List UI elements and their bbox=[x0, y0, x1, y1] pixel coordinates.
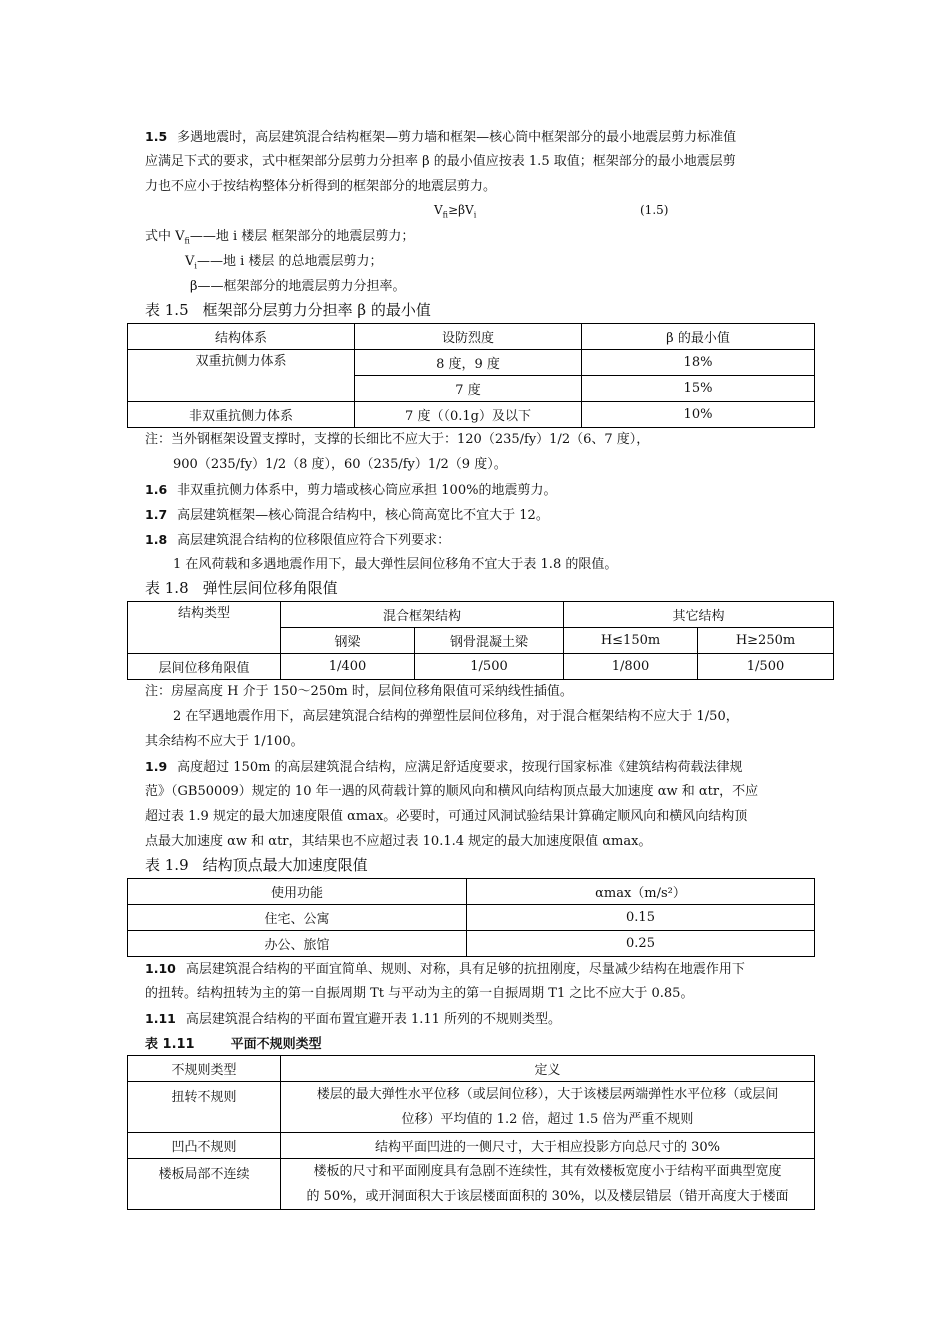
where-line1: 式中 $V_{fi}——$地 i 楼层 框架部分的地震层剪力； bbox=[145, 229, 415, 246]
table-cell: 办公、旅馆 bbox=[128, 931, 467, 957]
table-1-8-caption: 表 1.8 弹性层间位移角限值 bbox=[145, 579, 338, 597]
table-cell: 结构平面凹进的一侧尺寸，大于相应投影方向总尺寸的 30% bbox=[281, 1133, 815, 1159]
table-cell: 1/800 bbox=[564, 654, 698, 680]
table-1-11 bbox=[127, 1055, 815, 1210]
clause-1-7: 1.7 高层建筑框架—核心筒混合结构中，核心筒高宽比不宜大于 12。 bbox=[145, 507, 549, 523]
clause-1-9-line2: 范》（GB50009）规定的 10 年一遇的风荷载计算的顺风向和横风向结构顶点最大加速度 αw 和 αtr，不应 bbox=[145, 784, 759, 799]
table-1-9-caption: 表 1.9 结构顶点最大加速度限值 bbox=[145, 856, 368, 874]
table-header: 其它结构 bbox=[564, 602, 834, 628]
table-cell: 凹凸不规则 bbox=[128, 1133, 281, 1159]
table-header: 混合框架结构 bbox=[281, 602, 564, 628]
clause-1-5-line2: 应满足下式的要求，式中框架部分层剪力分担率 β 的最小值应按表 1.5 取值；框架部分的最小地震层剪 bbox=[145, 154, 736, 169]
clause-1-10-line2: 的扭转。结构扭转为主的第一自振周期 Tt 与平动为主的第一自振周期 T1 之比不应大于 0.85。 bbox=[145, 986, 694, 1001]
table-subheader: H≥250m bbox=[698, 628, 834, 654]
table-header: β 的最小值 bbox=[582, 324, 815, 350]
clause-1-10-line1: 1.10 高层建筑混合结构的平面宜简单、规则、对称，具有足够的抗扭刚度，尽量减少结构在地震作用下 bbox=[145, 961, 745, 977]
table-1-5-note1: 注：当外钢框架设置支撑时，支撑的长细比不应大于：120（235/fy）1/2（6、7 度）， bbox=[145, 432, 650, 447]
table-cell: 1/400 bbox=[281, 654, 415, 680]
table-cell: 层间位移角限值 bbox=[128, 654, 281, 680]
clause-1-9-line3: 超过表 1.9 规定的最大加速度限值 αmax。必要时，可通过风洞试验结果计算确定顺风向和横风向结构顶 bbox=[145, 809, 748, 824]
where-line2: $V_i——$地 i 楼层 的总地震层剪力； bbox=[185, 254, 383, 271]
clause-1-9-line1: 1.9 高度超过 150m 的高层建筑混合结构，应满足舒适度要求，按现行国家标准《建筑结构荷载法律规 bbox=[145, 759, 743, 775]
clause-1-6: 1.6 非双重抗侧力体系中，剪力墙或核心筒应承担 100%的地震剪力。 bbox=[145, 482, 557, 498]
table-cell: 8 度，9 度 bbox=[355, 350, 582, 376]
clause-1-5-line3: 力也不应小于按结构整体分析得到的框架部分的地震层剪力。 bbox=[145, 179, 497, 194]
clause-1-8-item2-line1: 2 在罕遇地震作用下，高层建筑混合结构的弹塑性层间位移角，对于混合框架结构不应大于 1/50， bbox=[173, 709, 739, 724]
table-cell: 非双重抗侧力体系 bbox=[128, 402, 355, 428]
table-subheader: H≤150m bbox=[564, 628, 698, 654]
clause-1-8-item2-line2: 其余结构不应大于 1/100。 bbox=[145, 734, 304, 749]
table-header: 使用功能 bbox=[128, 879, 467, 905]
table-cell: 15% bbox=[582, 376, 815, 402]
table-1-8 bbox=[127, 601, 834, 680]
table-cell: 楼层的最大弹性水平位移（或层间位移），大于该楼层两端弹性水平位移（或层间 位移）平均值的 1.2 倍，超过 1.5 倍为严重不规则 bbox=[281, 1082, 815, 1133]
table-cell: 扭转不规则 bbox=[128, 1082, 281, 1133]
clause-1-9-line4: 点最大加速度 αw 和 αtr，其结果也不应超过表 10.1.4 规定的最大加速度限值 αmax。 bbox=[145, 834, 652, 849]
table-1-5-caption: 表 1.5 框架部分层剪力分担率 β 的最小值 bbox=[145, 301, 431, 319]
table-cell: 10% bbox=[582, 402, 815, 428]
table-1-5 bbox=[127, 323, 815, 428]
table-1-8-note: 注：房屋高度 H 介于 150～250m 时，层间位移角限值可采纳线性插值。 bbox=[145, 684, 573, 699]
table-header: 结构体系 bbox=[128, 324, 355, 350]
clause-1-8: 1.8 高层建筑混合结构的位移限值应符合下列要求： bbox=[145, 532, 451, 548]
table-cell: 1/500 bbox=[698, 654, 834, 680]
clause-1-11: 1.11 高层建筑混合结构的平面布置宜避开表 1.11 所列的不规则类型。 bbox=[145, 1011, 562, 1027]
table-cell: 楼板局部不连续 bbox=[128, 1159, 281, 1210]
table-1-11-caption: 表 1.11 平面不规则类型 bbox=[145, 1037, 322, 1052]
table-cell: 7 度 bbox=[355, 376, 582, 402]
table-header: 结构类型 bbox=[128, 602, 281, 654]
clause-1-8-item1: 1 在风荷载和多遇地震作用下，最大弹性层间位移角不宜大于表 1.8 的限值。 bbox=[173, 557, 618, 572]
table-header: 设防烈度 bbox=[355, 324, 582, 350]
table-header: 不规则类型 bbox=[128, 1056, 281, 1082]
table-header: αmax（m/s²） bbox=[467, 879, 815, 905]
table-cell: 楼板的尺寸和平面刚度具有急剧不连续性，其有效楼板宽度小于结构平面典型宽度 的 50%，或开洞面积大于该层楼面面积的 30%，以及楼层错层（错开高度大于楼面 bbox=[281, 1159, 815, 1210]
table-1-5-note2: 900（235/fy）1/2（8 度），60（235/fy）1/2（9 度）。 bbox=[173, 457, 507, 472]
table-header: 定义 bbox=[281, 1056, 815, 1082]
table-cell: 7 度（（0.1g）及以下 bbox=[355, 402, 582, 428]
table-subheader: 钢梁 bbox=[281, 628, 415, 654]
clause-1-5-line1: 1.5 多遇地震时，高层建筑混合结构框架—剪力墙和框架—核心筒中框架部分的最小地震层剪力标准值 bbox=[145, 129, 737, 145]
table-1-9 bbox=[127, 878, 815, 957]
clause-number: 1.5 bbox=[145, 129, 168, 144]
formula-1-5: $V_{fi}\ge\beta V_i$ bbox=[434, 203, 477, 220]
formula-number: (1.5) bbox=[640, 203, 669, 217]
table-cell: 0.15 bbox=[467, 905, 815, 931]
table-cell: 1/500 bbox=[415, 654, 564, 680]
table-cell: 住宅、公寓 bbox=[128, 905, 467, 931]
table-cell: 双重抗侧力体系 bbox=[128, 350, 355, 402]
where-line3: β——框架部分的地震层剪力分担率。 bbox=[190, 279, 406, 294]
table-cell: 18% bbox=[582, 350, 815, 376]
table-subheader: 钢骨混凝土梁 bbox=[415, 628, 564, 654]
table-cell: 0.25 bbox=[467, 931, 815, 957]
